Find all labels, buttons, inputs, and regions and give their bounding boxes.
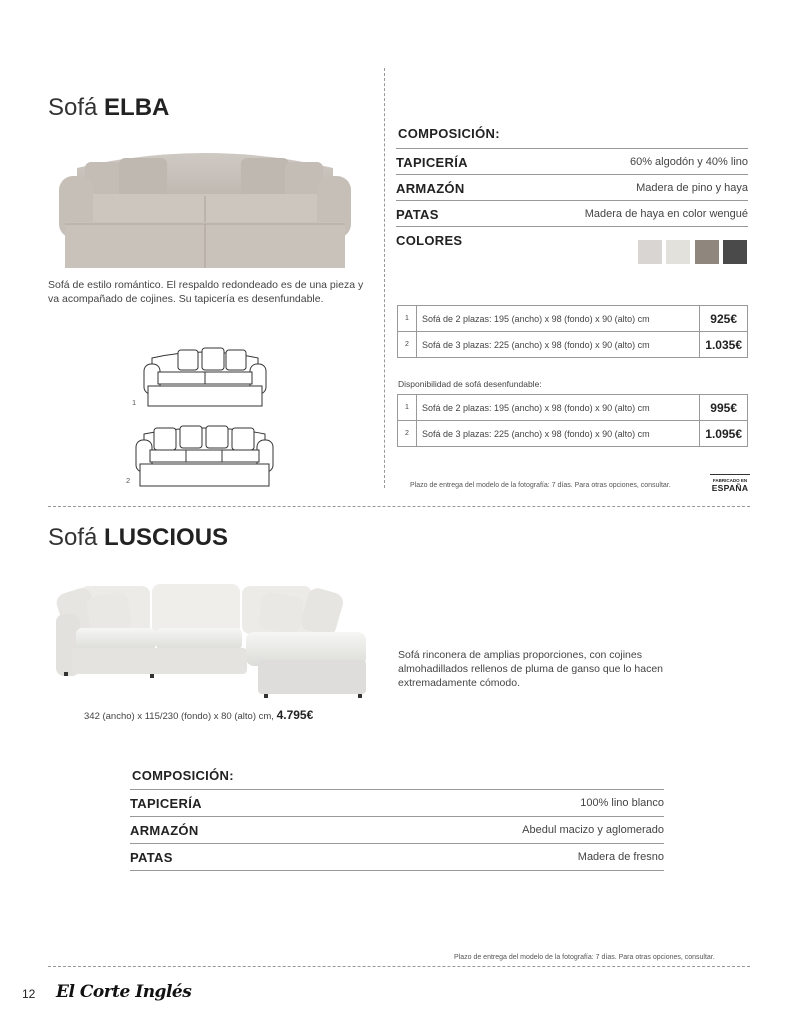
page-number: 12 bbox=[22, 987, 36, 1001]
luscious-row-armazon: ARMAZÓN Abedul macizo y aglomerado bbox=[130, 816, 664, 843]
color-swatch-charcoal bbox=[723, 240, 747, 264]
elba-row-patas: PATAS Madera de haya en color wengué bbox=[396, 200, 748, 227]
elba-composition-heading: COMPOSICIÓN: bbox=[398, 126, 500, 141]
color-swatch-off-white bbox=[666, 240, 690, 264]
color-swatch-light-grey bbox=[638, 240, 662, 264]
elba-row-tapiceria: TAPICERÍA 60% algodón y 40% lino bbox=[396, 148, 748, 175]
luscious-sofa-photo bbox=[52, 580, 372, 700]
elba-slipcover-price-table bbox=[397, 394, 748, 447]
footer-delivery-note: Plazo de entrega del modelo de la fotografía: 7 días. Para otras opciones, consultar. bbox=[454, 954, 715, 961]
elba-description: Sofá de estilo romántico. El respaldo redondeado es de una pieza y va acompañado de cojines. Su tapicería es desenfundable. bbox=[48, 279, 364, 305]
elba-sofa-photo bbox=[55, 150, 355, 270]
table-row: 1 Sofá de 2 plazas: 195 (ancho) x 98 (fondo) x 90 (alto) cm 925€ bbox=[398, 306, 748, 332]
availability-label: Disponibilidad de sofá desenfundable: bbox=[398, 379, 542, 389]
brand-logo: El Corte Inglés bbox=[56, 982, 192, 1002]
table-row: 1 Sofá de 2 plazas: 195 (ancho) x 98 (fondo) x 90 (alto) cm 995€ bbox=[398, 395, 748, 421]
elba-delivery-note: Plazo de entrega del modelo de la fotografía: 7 días. Para otras opciones, consultar. bbox=[410, 482, 671, 489]
elba-two-seat-diagram bbox=[140, 344, 270, 408]
column-divider bbox=[384, 68, 385, 488]
elba-title: Sofá ELBA bbox=[48, 94, 170, 121]
luscious-dimensions-price: 342 (ancho) x 115/230 (fondo) x 80 (alto) cm, 4.795€ bbox=[84, 708, 314, 722]
table-row: 2 Sofá de 3 plazas: 225 (ancho) x 98 (fondo) x 90 (alto) cm 1.095€ bbox=[398, 421, 748, 447]
section-divider bbox=[48, 506, 750, 507]
footer-divider bbox=[48, 966, 750, 967]
luscious-row-tapiceria: TAPICERÍA 100% lino blanco bbox=[130, 789, 664, 816]
luscious-title: Sofá LUSCIOUS bbox=[48, 524, 229, 551]
table-row: 2 Sofá de 3 plazas: 225 (ancho) x 98 (fondo) x 90 (alto) cm 1.035€ bbox=[398, 332, 748, 358]
elba-price-table bbox=[397, 305, 748, 358]
elba-row-colores: COLORES bbox=[396, 226, 748, 259]
color-swatch-taupe bbox=[695, 240, 719, 264]
luscious-description: Sofá rinconera de amplias proporciones, con cojines almohadillados rellenos de pluma de ganso que lo hacen extremadamente cómodo. bbox=[398, 649, 664, 689]
luscious-composition-heading: COMPOSICIÓN: bbox=[132, 768, 234, 783]
made-in-spain-badge: FABRICADO EN ESPAÑA bbox=[710, 474, 750, 493]
elba-row-armazon: ARMAZÓN Madera de pino y haya bbox=[396, 174, 748, 201]
elba-three-seat-diagram bbox=[132, 420, 277, 488]
diagram-number-1: 1 bbox=[132, 398, 137, 407]
luscious-row-patas: PATAS Madera de fresno bbox=[130, 843, 664, 871]
diagram-number-2: 2 bbox=[126, 476, 131, 485]
